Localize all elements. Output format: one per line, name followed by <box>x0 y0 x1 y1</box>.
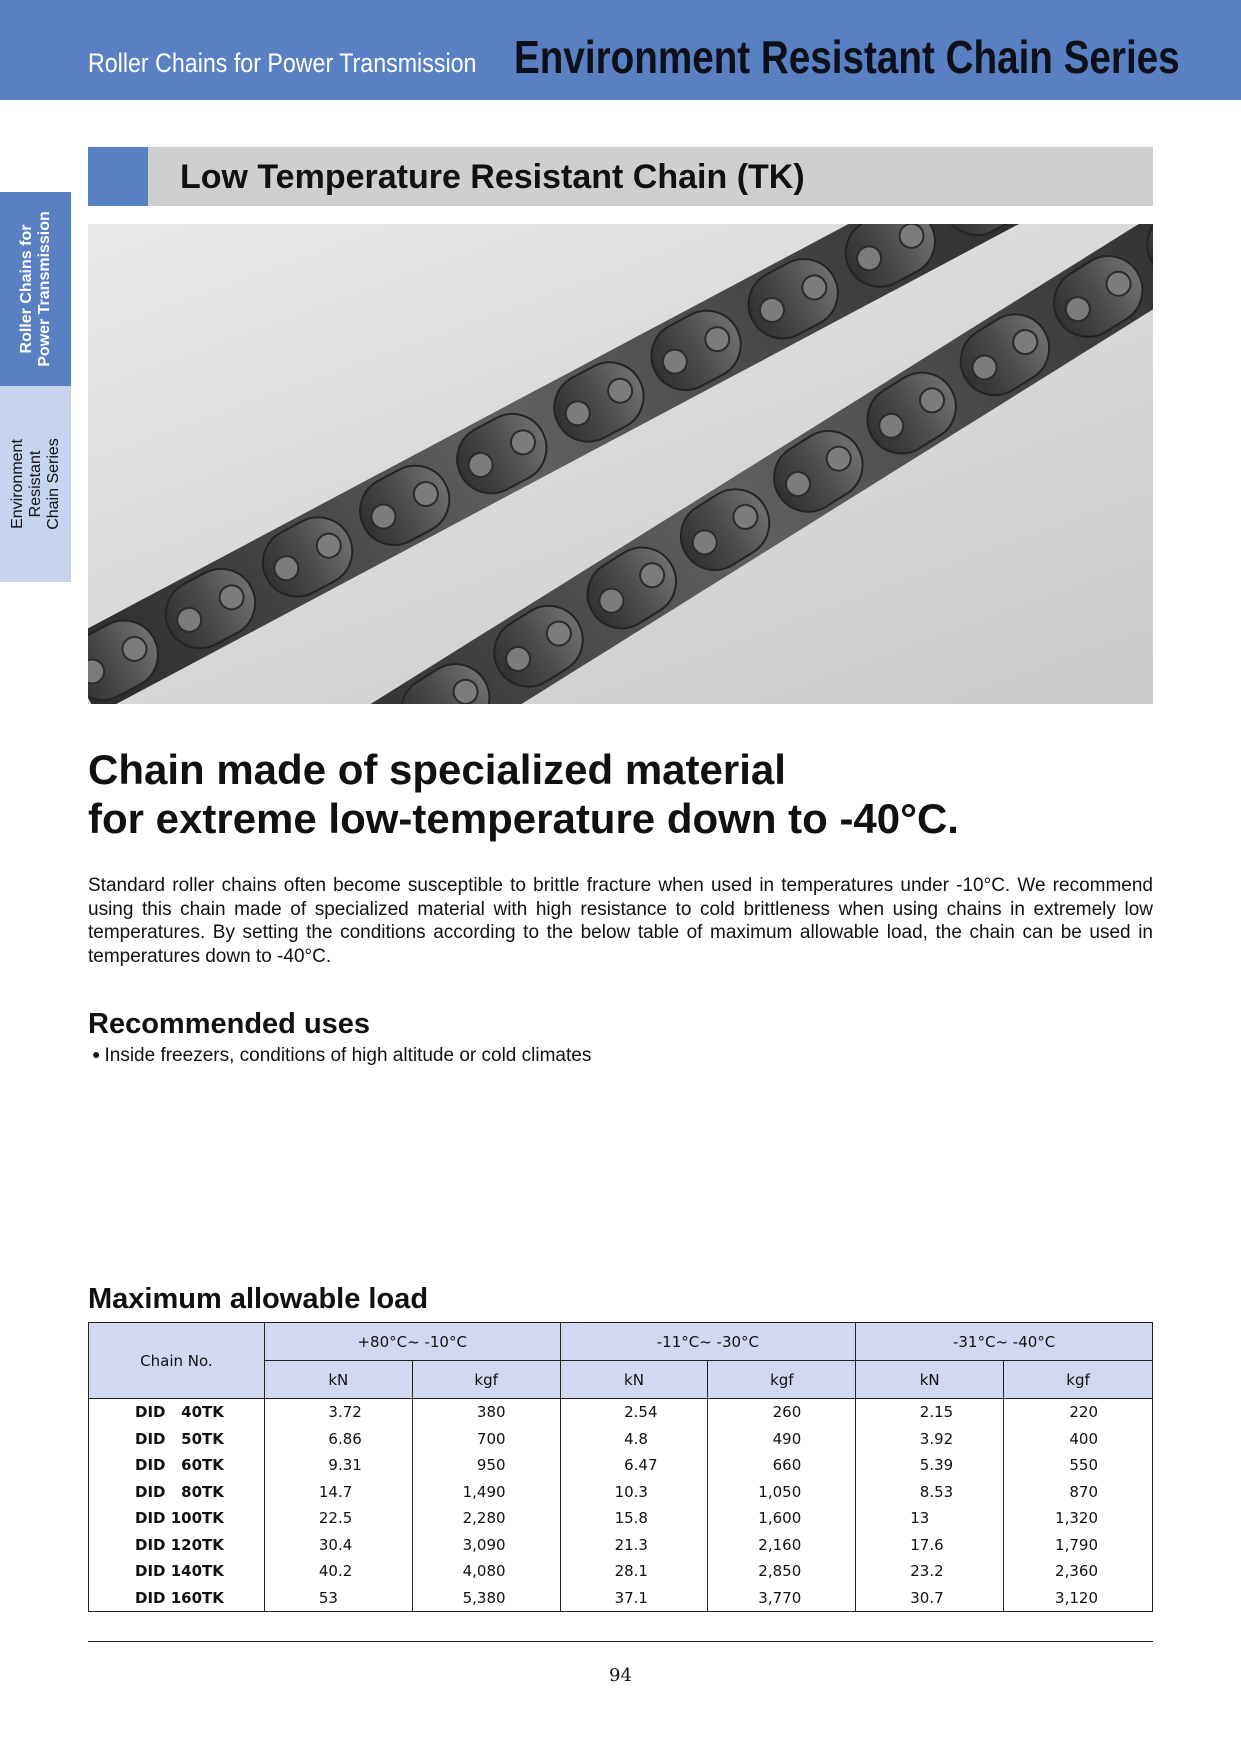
side-tab-label-line2: Resistant <box>26 450 44 518</box>
kgf-cell: 260 <box>708 1399 856 1426</box>
page-number: 94 <box>609 1665 632 1686</box>
chain-photo <box>88 224 1153 704</box>
kn-cell: 6.47 <box>560 1452 708 1479</box>
kn-cell: 5.39 <box>856 1452 1004 1479</box>
kgf-cell: 700 <box>412 1426 560 1453</box>
kgf-cell: 1,320 <box>1004 1505 1153 1532</box>
kgf-cell: 380 <box>412 1399 560 1426</box>
side-tab-label-line1: Environment <box>8 439 26 529</box>
kn-cell: 28.1 <box>560 1558 708 1585</box>
unit-header: kgf <box>412 1361 560 1399</box>
kgf-cell: 2,850 <box>708 1558 856 1585</box>
side-tab-label-line2: Power Transmission <box>35 211 53 367</box>
section-marker <box>88 147 148 206</box>
kn-cell: 40.2 <box>264 1558 412 1585</box>
kn-cell: 17.6 <box>856 1532 1004 1559</box>
kgf-cell: 1,490 <box>412 1479 560 1506</box>
chain-no-cell: DID 160TK <box>89 1585 265 1612</box>
section-title: Low Temperature Resistant Chain (TK) <box>180 158 805 196</box>
headline-line1: Chain made of specialized material <box>88 746 786 793</box>
table-row <box>89 1452 1153 1479</box>
table-title: Maximum allowable load <box>88 1283 429 1315</box>
kn-cell: 23.2 <box>856 1558 1004 1585</box>
description-paragraph: Standard roller chains often become susceptible to brittle fracture when used in temperatures under -10°C. We recommend using this chain made of specialized material with high resistance to cold brittleness when using chains in extremely low temperatures. By setting the conditions according to the below table of maximum allowable load, the chain can be used in temperatures down to -40°C. <box>88 875 1153 967</box>
kgf-cell: 4,080 <box>412 1558 560 1585</box>
chain-no-cell: DID 100TK <box>89 1505 265 1532</box>
chain-no-cell: DID 50TK <box>89 1426 265 1453</box>
footer-rule <box>88 1641 1153 1642</box>
chain-no-cell: DID 40TK <box>89 1399 265 1426</box>
kn-cell: 6.86 <box>264 1426 412 1453</box>
kgf-cell: 2,360 <box>1004 1558 1153 1585</box>
chain-no-cell: DID 140TK <box>89 1558 265 1585</box>
kgf-cell: 490 <box>708 1426 856 1453</box>
headline <box>88 745 959 843</box>
chain-no-cell: DID 120TK <box>89 1532 265 1559</box>
bullet-icon: ● <box>92 1046 101 1062</box>
kgf-cell: 550 <box>1004 1452 1153 1479</box>
kn-cell: 22.5 <box>264 1505 412 1532</box>
table-row <box>89 1558 1153 1585</box>
kn-cell: 53 <box>264 1585 412 1612</box>
banner-title: Environment Resistant Chain Series <box>514 31 1180 83</box>
table-row <box>89 1505 1153 1532</box>
kgf-cell: 2,280 <box>412 1505 560 1532</box>
column-group-header: -11°C~ -30°C <box>560 1323 856 1361</box>
chain-no-cell: DID 80TK <box>89 1479 265 1506</box>
headline-line2: for extreme low-temperature down to -40°C. <box>88 795 959 842</box>
side-tab-label-line1: Roller Chains for <box>17 224 35 354</box>
kn-cell: 37.1 <box>560 1585 708 1612</box>
kn-cell: 21.3 <box>560 1532 708 1559</box>
kn-cell: 8.53 <box>856 1479 1004 1506</box>
side-tab-label-line3: Chain Series <box>44 438 62 530</box>
kgf-cell: 3,090 <box>412 1532 560 1559</box>
kn-cell: 30.4 <box>264 1532 412 1559</box>
kgf-cell: 870 <box>1004 1479 1153 1506</box>
column-group-header: +80°C~ -10°C <box>264 1323 560 1361</box>
unit-header: kgf <box>1004 1361 1153 1399</box>
table-row <box>89 1426 1153 1453</box>
kn-cell: 15.8 <box>560 1505 708 1532</box>
kgf-cell: 400 <box>1004 1426 1153 1453</box>
kgf-cell: 3,770 <box>708 1585 856 1612</box>
kn-cell: 3.92 <box>856 1426 1004 1453</box>
recommended-uses-title: Recommended uses <box>88 1008 371 1040</box>
kn-cell: 14.7 <box>264 1479 412 1506</box>
kn-cell: 2.54 <box>560 1399 708 1426</box>
column-group-header: -31°C~ -40°C <box>856 1323 1153 1361</box>
max-load-table <box>88 1322 1153 1612</box>
kgf-cell: 2,160 <box>708 1532 856 1559</box>
table-row <box>89 1585 1153 1612</box>
kn-cell: 2.15 <box>856 1399 1004 1426</box>
column-header-chain-no: Chain No. <box>89 1323 265 1399</box>
section-header <box>88 147 1153 206</box>
kgf-cell: 1,050 <box>708 1479 856 1506</box>
unit-header: kN <box>560 1361 708 1399</box>
recommended-uses-list <box>92 1042 591 1068</box>
kgf-cell: 3,120 <box>1004 1585 1153 1612</box>
roller-chain-illustration <box>88 224 1153 704</box>
kn-cell: 10.3 <box>560 1479 708 1506</box>
side-tab-roller-chains[interactable] <box>0 192 71 386</box>
kgf-cell: 950 <box>412 1452 560 1479</box>
unit-header: kN <box>856 1361 1004 1399</box>
table-header-row <box>89 1323 1153 1361</box>
kgf-cell: 660 <box>708 1452 856 1479</box>
kgf-cell: 220 <box>1004 1399 1153 1426</box>
kgf-cell: 5,380 <box>412 1585 560 1612</box>
kn-cell: 30.7 <box>856 1585 1004 1612</box>
kn-cell: 3.72 <box>264 1399 412 1426</box>
kn-cell: 9.31 <box>264 1452 412 1479</box>
table-row <box>89 1532 1153 1559</box>
kgf-cell: 1,600 <box>708 1505 856 1532</box>
side-tab-environment-resistant[interactable] <box>0 386 71 582</box>
kn-cell: 4.8 <box>560 1426 708 1453</box>
kgf-cell: 1,790 <box>1004 1532 1153 1559</box>
kn-cell: 13 <box>856 1505 1004 1532</box>
list-item <box>92 1042 591 1068</box>
table-row <box>89 1399 1153 1426</box>
table-row <box>89 1479 1153 1506</box>
top-banner <box>0 0 1241 100</box>
chain-no-cell: DID 60TK <box>89 1452 265 1479</box>
unit-header: kN <box>264 1361 412 1399</box>
banner-subtitle: Roller Chains for Power Transmission <box>88 48 477 78</box>
list-item-text: Inside freezers, conditions of high altitude or cold climates <box>104 1045 592 1066</box>
unit-header: kgf <box>708 1361 856 1399</box>
